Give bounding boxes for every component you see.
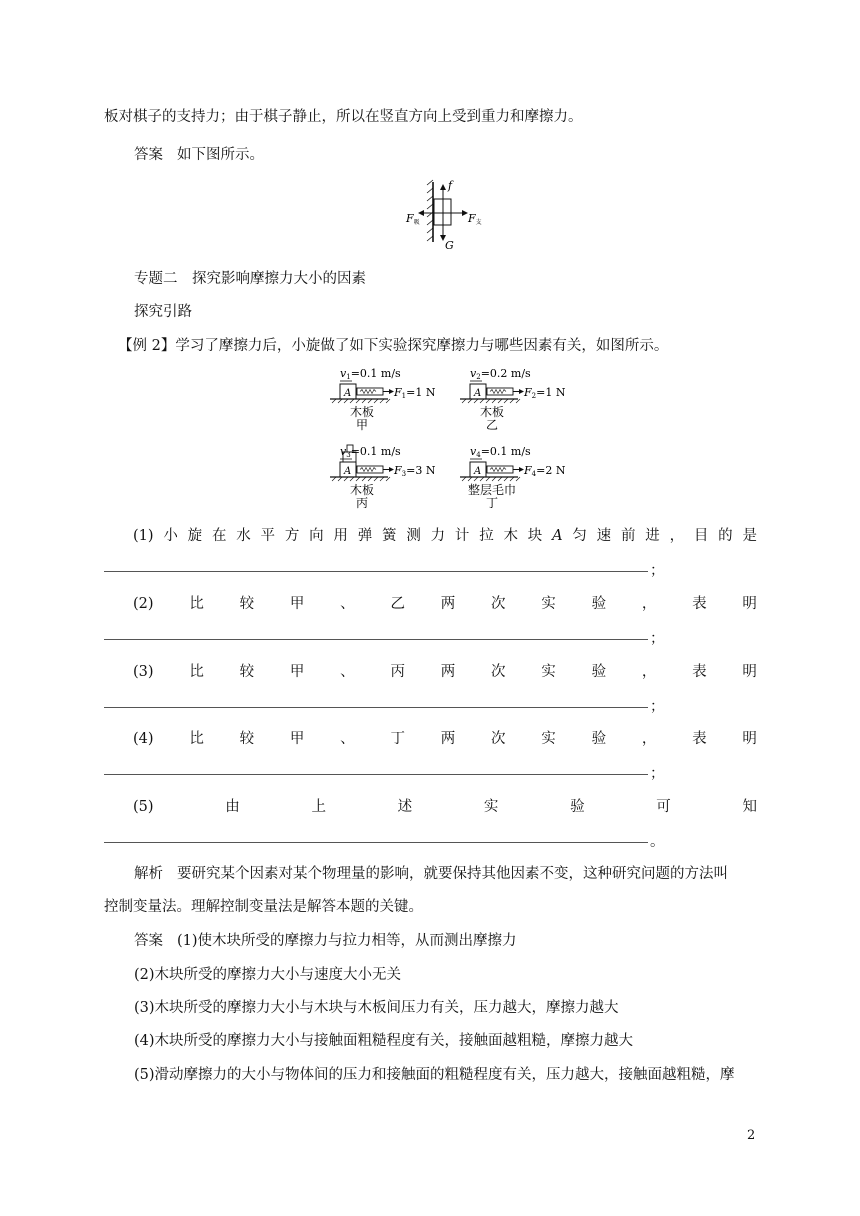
velocity-label-3: v3=0.1 m/s: [340, 445, 401, 459]
surface-hatch: [380, 477, 384, 481]
question-4-char: 甲: [289, 731, 305, 747]
force-label-1: F1=1 N: [394, 386, 436, 400]
panel-name-2: 乙: [485, 418, 499, 432]
velocity-label-2: v2=0.2 m/s: [470, 367, 531, 381]
page-number: 2: [747, 1128, 756, 1143]
question-1-char: 的: [718, 528, 733, 544]
question-5-char: 实: [483, 799, 499, 815]
question-1-char: 方: [284, 528, 300, 544]
surface-hatch: [350, 477, 354, 481]
question-1-char: 目: [693, 528, 709, 544]
surface-hatch: [516, 477, 520, 481]
question-3-char: 表: [692, 664, 707, 680]
surface-hatch: [386, 477, 390, 481]
question-1-char: 拉: [479, 528, 494, 544]
question-1-char: 用: [333, 528, 348, 544]
question-1-char: 计: [454, 528, 470, 544]
surface-hatch: [338, 399, 342, 403]
question-2: [133, 594, 757, 614]
answer-blank-4[interactable]: ；: [104, 764, 660, 784]
question-1-char: 块: [527, 528, 543, 544]
question-2-char: ，: [641, 596, 657, 612]
example-2: [118, 336, 668, 356]
surface-label-2: 木板: [479, 405, 505, 419]
question-2-char: 甲: [289, 596, 305, 612]
surface-hatch: [356, 477, 360, 481]
answer-blank-5[interactable]: 。: [104, 832, 660, 852]
surface-hatch: [510, 477, 514, 481]
answer-item-1: (1)使木块所受的摩擦力与拉力相等，从而测出摩擦力: [177, 933, 517, 949]
question-1-char: 平: [260, 528, 276, 544]
question-1-char: 力: [430, 528, 446, 544]
surface-hatch: [350, 399, 354, 403]
question-2-char: 表: [692, 596, 707, 612]
question-3-char: (3): [133, 664, 154, 680]
surface-hatch: [344, 477, 348, 481]
panel-name-4: 丁: [485, 496, 499, 510]
question-5-char: 上: [311, 799, 326, 815]
experiment-figure: [325, 365, 575, 510]
question-3-char: 丙: [390, 664, 405, 680]
surface-hatch: [386, 399, 390, 403]
question-3: [133, 662, 757, 682]
analysis: [134, 864, 728, 884]
question-5-char: 验: [570, 799, 585, 815]
surface-hatch: [368, 399, 372, 403]
question-2-char: (2): [133, 596, 154, 612]
surface-label-4: 整层毛巾: [467, 483, 517, 497]
force-label-2: F2=1 N: [524, 386, 566, 400]
label-f: f: [448, 179, 453, 192]
question-1-char: 弹: [357, 528, 373, 544]
answer-blank-1[interactable]: ；: [104, 561, 660, 581]
spring-coil-3: [360, 468, 376, 472]
surface-hatch: [338, 477, 342, 481]
block-A-label-3: A: [344, 466, 352, 477]
question-4-char: 明: [742, 731, 757, 747]
question-1-char: 速: [596, 528, 612, 544]
surface-hatch: [498, 399, 502, 403]
question-5-char: 述: [397, 799, 413, 815]
intro-line: 板对棋子的支持力；由于棋子静止，所以在竖直方向上受到重力和摩擦力。: [104, 109, 583, 125]
force-label-4: F4=2 N: [524, 464, 566, 478]
spring-coil-1: [360, 390, 376, 394]
question-1-char: 向: [309, 528, 324, 544]
question-3-char: ，: [641, 664, 657, 680]
panel-name-3: 丙: [355, 496, 369, 510]
surface-hatch: [462, 477, 466, 481]
question-1-char: 簧: [382, 528, 397, 544]
block-A-label-1: A: [344, 388, 352, 399]
surface-hatch: [480, 399, 484, 403]
question-4: [133, 729, 757, 749]
surface-hatch: [362, 399, 366, 403]
question-3-char: 两: [440, 664, 456, 680]
question-5-char: (5): [133, 799, 154, 815]
question-1-char: 小: [163, 528, 178, 544]
question-2-char: 、: [340, 596, 355, 612]
velocity-label-4: v4=0.1 m/s: [470, 445, 531, 459]
question-1-char: 在: [211, 528, 227, 544]
question-3-char: 比: [189, 664, 204, 680]
question-3-char: 较: [239, 664, 255, 680]
analysis-line-1: 要研究某个因素对某个物理量的影响，就要保持其他因素不变，这种研究问题的方法叫: [177, 866, 728, 882]
surface-hatch: [504, 399, 508, 403]
question-1-char: A: [552, 528, 563, 544]
question-2-char: 乙: [390, 596, 405, 612]
question-2-char: 次: [491, 596, 506, 612]
question-1-char: 水: [236, 528, 251, 544]
question-1-char: ，: [669, 528, 685, 544]
surface-hatch: [474, 399, 478, 403]
question-1-char: 进: [645, 528, 660, 544]
surface-hatch: [344, 399, 348, 403]
question-3-char: 、: [340, 664, 355, 680]
question-5-char: 知: [742, 799, 757, 815]
question-1: [133, 526, 757, 546]
force-label-3: F3=3 N: [394, 464, 436, 478]
answer-item-4: (4)木块所受的摩擦力大小与接触面粗糙程度有关，接触面越粗糙，摩擦力越大: [134, 1033, 634, 1049]
surface-label-1: 木板: [349, 405, 375, 419]
surface-hatch: [504, 477, 508, 481]
subheading: 探究引路: [134, 304, 192, 320]
surface-hatch: [492, 477, 496, 481]
panel-name-1: 甲: [355, 418, 369, 432]
velocity-label-1: v1=0.1 m/s: [340, 367, 401, 381]
surface-hatch: [486, 399, 490, 403]
question-4-char: (4): [133, 731, 154, 747]
answer1-label: 答案: [134, 147, 163, 163]
answer-item-5: (5)滑动摩擦力的大小与物体间的压力和接触面的粗糙程度有关，压力越大，接触面越粗糙，摩: [134, 1067, 735, 1083]
question-4-char: 实: [541, 731, 556, 747]
question-1-char: 匀: [572, 528, 587, 544]
question-1-char: 旋: [187, 528, 203, 544]
analysis-line-2: 控制变量法。理解控制变量法是解答本题的关键。: [104, 899, 423, 915]
block-A-label-2: A: [474, 388, 482, 399]
question-2-char: 验: [591, 596, 607, 612]
answer-item-3: (3)木块所受的摩擦力大小与木块与木板间压力有关，压力越大，摩擦力越大: [134, 1000, 619, 1016]
label-F-suck: F吸: [406, 212, 420, 226]
question-3-char: 验: [591, 664, 607, 680]
surface-hatch: [368, 477, 372, 481]
surface-hatch: [486, 477, 490, 481]
question-3-char: 甲: [289, 664, 305, 680]
label-F-support: F支: [468, 212, 482, 226]
surface-hatch: [492, 399, 496, 403]
question-4-char: 、: [340, 731, 355, 747]
surface-hatch: [462, 399, 466, 403]
question-4-char: 两: [440, 731, 456, 747]
question-4-char: 较: [239, 731, 255, 747]
question-1-char: 是: [742, 528, 757, 544]
question-4-char: 表: [692, 731, 707, 747]
question-1-char: 木: [503, 528, 518, 544]
question-2-char: 两: [440, 596, 456, 612]
question-3-char: 明: [742, 664, 757, 680]
answer1-text: 如下图所示。: [177, 147, 264, 163]
surface-hatch: [468, 399, 472, 403]
question-1-char: 测: [406, 528, 421, 544]
surface-hatch: [362, 477, 366, 481]
surface-hatch: [474, 477, 478, 481]
surface-label-3: 木板: [349, 483, 375, 497]
question-2-char: 明: [742, 596, 757, 612]
surface-hatch: [374, 399, 378, 403]
question-5: [133, 797, 757, 817]
question-4-char: 比: [189, 731, 204, 747]
force-diagram: [404, 176, 494, 254]
surface-hatch: [380, 399, 384, 403]
question-2-char: 实: [541, 596, 556, 612]
surface-hatch: [516, 399, 520, 403]
question-4-char: 丁: [390, 731, 405, 747]
surface-hatch: [480, 477, 484, 481]
question-4-char: ，: [641, 731, 657, 747]
question-4-char: 验: [591, 731, 607, 747]
surface-hatch: [510, 399, 514, 403]
spring-coil-2: [490, 390, 506, 394]
answer1: [134, 145, 264, 165]
question-1-char: 前: [620, 528, 636, 544]
surface-hatch: [498, 477, 502, 481]
block-A-label-4: A: [474, 466, 482, 477]
question-5-char: 由: [225, 799, 240, 815]
spring-coil-4: [490, 468, 506, 472]
example-tag: 【例 2】: [118, 338, 176, 354]
label-G: G: [445, 239, 454, 252]
question-1-char: (1): [133, 528, 154, 544]
wall-hatch: [427, 180, 433, 242]
example-text: 学习了摩擦力后，小旋做了如下实验探究摩擦力与哪些因素有关，如图所示。: [175, 338, 669, 354]
surface-hatch: [332, 477, 336, 481]
surface-hatch: [468, 477, 472, 481]
question-2-char: 较: [239, 596, 255, 612]
answer-item-2: (2)木块所受的摩擦力大小与速度大小无关: [134, 967, 402, 983]
question-3-char: 次: [491, 664, 506, 680]
answer2: [134, 931, 517, 951]
surface-hatch: [374, 477, 378, 481]
answer-blank-2[interactable]: ；: [104, 629, 660, 649]
answer-blank-3[interactable]: ；: [104, 697, 660, 717]
question-4-char: 次: [491, 731, 506, 747]
question-3-char: 实: [541, 664, 556, 680]
answer2-label: 答案: [134, 933, 163, 949]
topic-heading: 专题二 探究影响摩擦力大小的因素: [134, 271, 366, 287]
surface-hatch: [332, 399, 336, 403]
question-2-char: 比: [189, 596, 204, 612]
analysis-label: 解析: [134, 866, 163, 882]
question-5-char: 可: [656, 799, 671, 815]
surface-hatch: [356, 399, 360, 403]
